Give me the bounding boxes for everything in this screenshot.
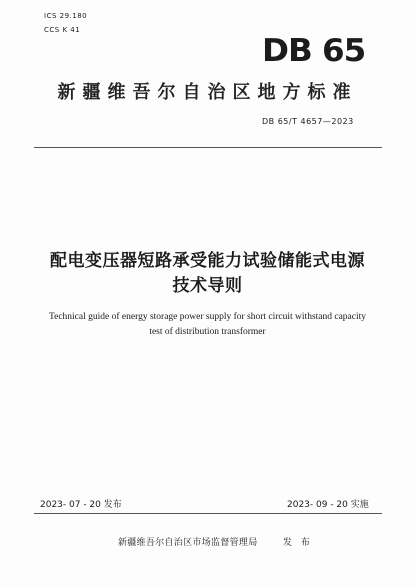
- publisher-name: 新疆维吾尔自治区市场监督管理局: [118, 538, 258, 548]
- bottom-divider: [34, 513, 382, 514]
- standard-number: DB 65/T 4657—2023: [262, 117, 354, 126]
- db-logo: DB 65: [262, 33, 366, 69]
- ccs-code: CCS K 41: [44, 26, 81, 34]
- top-divider: [34, 147, 382, 148]
- standard-category-title: 新疆维吾尔自治区地方标准: [57, 82, 358, 103]
- chinese-title-line-1: 配电变压器短路承受能力试验储能式电源: [50, 251, 365, 271]
- publish-label: 发 布: [283, 538, 313, 548]
- implementation-date: 2023- 09 - 20 实施: [287, 500, 369, 510]
- english-title-line-2: test of distribution transformer: [149, 327, 266, 337]
- ics-code: ICS 29.180: [44, 12, 88, 20]
- english-title-line-1: Technical guide of energy storage power supply for short circuit withstand capacity: [48, 312, 367, 322]
- issue-date: 2023- 07 - 20 发布: [40, 500, 122, 510]
- chinese-title-line-2: 技术导则: [172, 276, 243, 296]
